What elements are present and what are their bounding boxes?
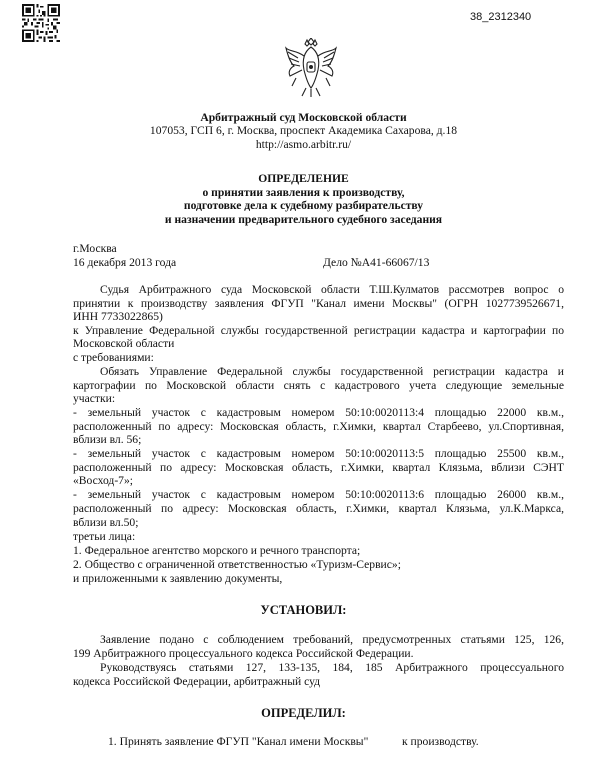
- land-plot-line: - земельный участок с кадастровым номером 50:10:0020113:4 площадью 22000 кв.м.,: [73, 406, 564, 419]
- third-parties-label: третьи лица:: [73, 530, 136, 543]
- land-plot-line: расположенный по адресу: Московская область, г.Химки, квартал Клязьма, ул.К.Маркса,: [73, 502, 564, 515]
- land-plot-line: - земельный участок с кадастровым номером 50:10:0020113:6 площадью 26000 кв.м.,: [73, 488, 564, 501]
- body-line: картографии по Московской области снять с кадастрового учета следующие земельные: [73, 379, 564, 392]
- body-line: к Управление Федеральной службы государственной регистрации кадастра и картографии по: [73, 324, 564, 337]
- decided-heading: ОПРЕДЕЛИЛ:: [261, 706, 346, 720]
- court-address: 107053, ГСП 6, г. Москва, проспект Академика Сахарова, д.18: [149, 124, 458, 137]
- established-line: Заявление подано с соблюдением требований, предусмотренных статьями 125, 126,: [100, 633, 564, 646]
- coat-of-arms-emblem: [284, 38, 338, 98]
- land-plot-line: вблизи вл.50;: [73, 516, 139, 529]
- decision-item-1-end: к производству.: [402, 735, 479, 748]
- case-number: Дело №А41-66067/13: [323, 256, 430, 269]
- body-line: Обязать Управление Федеральной службы государственной регистрации кадастра и: [100, 365, 564, 378]
- land-plot-line: вблизи вл. 56;: [73, 433, 142, 446]
- body-line: принятии к производству заявления ФГУП "Канал имени Москвы" (ОГРН 1027739526671,: [73, 297, 564, 310]
- land-plot-line: расположенный по адресу: Московская область, г.Химки, квартал Клязьма, вблизи СЭНТ: [73, 461, 564, 474]
- established-line: 199 Арбитражного процессуального кодекса Российской Федерации.: [73, 647, 414, 660]
- land-plot-line: - земельный участок с кадастровым номером 50:10:0020113:5 площадью 25500 кв.м.,: [73, 447, 564, 460]
- decision-item-1: 1. Принять заявление ФГУП "Канал имени Москвы": [108, 735, 369, 748]
- body-line: ИНН 7733022865): [73, 310, 163, 323]
- title-subline-1: о принятии заявления к производству,: [202, 186, 405, 199]
- title-subline-2: подготовке дела к судебному разбирательству: [183, 199, 424, 212]
- body-line: участки:: [73, 392, 116, 405]
- established-line: Руководствуясь статьями 127, 133-135, 184, 185 Арбитражного процессуального: [100, 661, 564, 674]
- body-line: и приложенными к заявлению документы,: [73, 572, 283, 585]
- document-number: 38_2312340: [470, 11, 532, 23]
- court-website: http://asmo.arbitr.ru/: [255, 138, 352, 151]
- land-plot-line: «Восход-7»;: [73, 474, 134, 487]
- title-subline-3: и назначении предварительного судебного заседания: [164, 213, 443, 226]
- established-line: кодекса Российской Федерации, арбитражный суд: [73, 675, 321, 688]
- date: 16 декабря 2013 года: [73, 256, 177, 269]
- place: г.Москва: [73, 242, 117, 255]
- third-party-item: 2. Общество с ограниченной ответственностью «Туризм-Сервис»;: [73, 558, 401, 571]
- land-plot-line: расположенный по адресу: Московская область, г.Химки, квартал Старбеево, ул.Спортивная,: [73, 420, 564, 433]
- qr-code: [22, 4, 60, 42]
- court-name: Арбитражный суд Московской области: [200, 111, 407, 124]
- body-line: Московской области: [73, 337, 175, 350]
- third-party-item: 1. Федеральное агентство морского и речного транспорта;: [73, 544, 361, 557]
- body-line: Судья Арбитражного суда Московской области Т.Ш.Кулматов рассмотрев вопрос о: [100, 283, 564, 296]
- established-heading: УСТАНОВИЛ:: [260, 603, 347, 617]
- document-title: ОПРЕДЕЛЕНИЕ: [258, 172, 349, 185]
- body-line: с требованиями:: [73, 351, 154, 364]
